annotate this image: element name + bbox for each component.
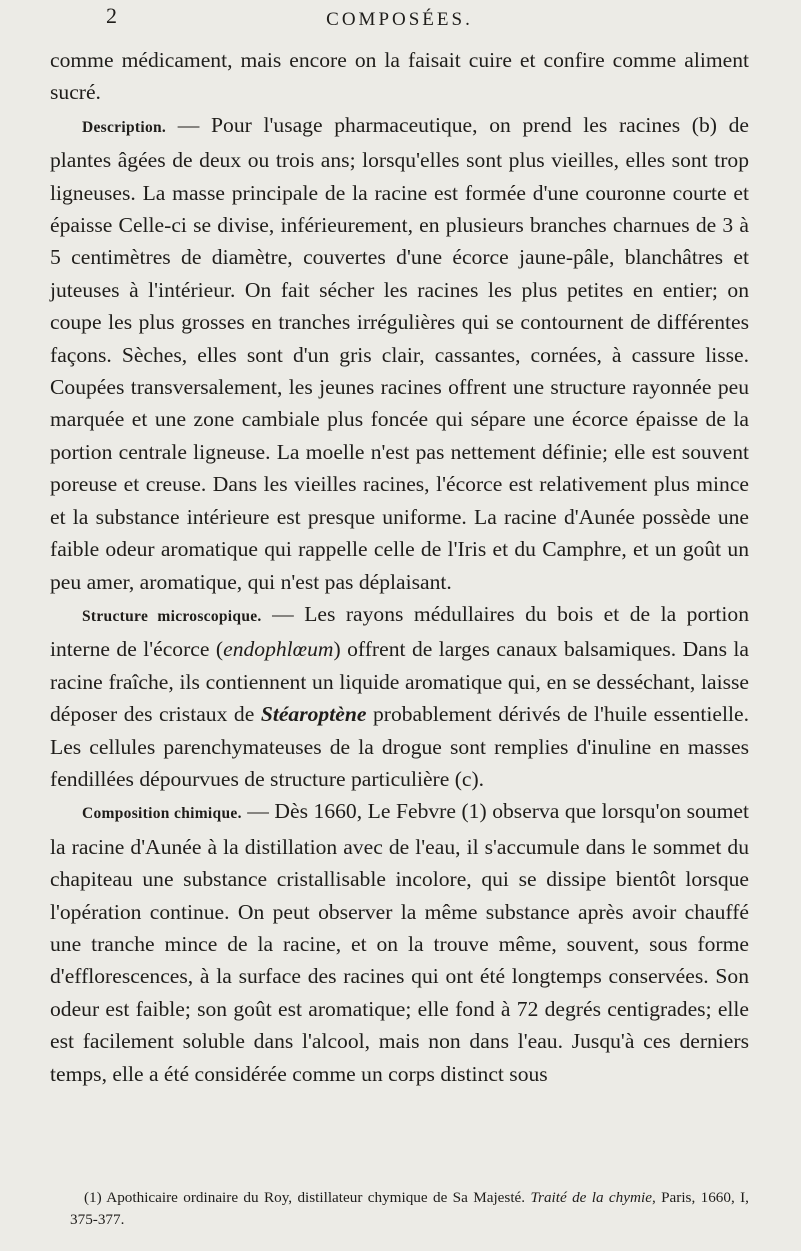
page-number: 2 [106, 3, 117, 28]
section-label-description: Description. [82, 118, 167, 136]
description-text: Pour l'usage pharmaceutique, on prend les racines (b) de plantes âgées de deux ou trois ans; lorsqu'elles sont plus vieilles, elles sont trop ligneuses. La masse principale de la racine est formée d'une couronne courte et épaisse Celle-ci se divise, inférieurement, en plusieurs branches charnues de 3 à 5 centimètres de diamètre, couvertes d'une écorce jaune-pâle, blanchâtres et juteuses à l'intérieur. On fait sécher les racines les plus petites en entier; on coupe les plus grosses en tranches irrégulières qui se contournent de différentes façons. Sèches, elles sont d'un gris clair, cassantes, cornées, à cassure lisse. Coupées transversalement, les jeunes racines offrent une structure rayonnée peu marquée et une zone cambiale plus foncée qui sépare une écorce épaisse de la portion centrale ligneuse. La moelle n'est pas nettement définie; elle est souvent poreuse et creuse. Dans les vieilles racines, l'écorce est relativement plus mince et la substance intérieure est presque uniforme. La racine d'Aunée possède une faible odeur aromatique qui rappelle celle de l'Iris et du Camphre, et un goût un peu amer, aromatique, qui n'est pas déplaisant. [50, 112, 750, 594]
structure-term-stearoptene: Stéaroptène [260, 702, 367, 727]
footnote-text-2: , Paris, 1660, I, 375-377. [70, 1189, 749, 1228]
separator: — [261, 601, 305, 626]
body-text [50, 44, 749, 1090]
structure-text-3: probablement dérivés de l'huile essentielle. Les cellules parenchymateuses de la drogue sont remplies d'inuline en masses fendillées dépourvues de structure particulière (c). [50, 702, 749, 791]
separator: — [241, 799, 275, 824]
section-label-composition: Composition chimique. [82, 805, 242, 823]
footnote-title: Traité de la chymie [530, 1189, 652, 1206]
composition-text: Dès 1660, Le Febvre (1) observa que lorsqu'on soumet la racine d'Aunée à la distillation avec de l'eau, il s'accumule dans le sommet du chapiteau une substance cristallisable incolore, qui se dissipe bientôt lorsque l'opération continue. On peut observer la même substance après avoir chauffé une tranche mince de la racine, et on la trouve même, souvent, sous forme d'efflorescences, à la surface des racines qui ont été longtemps conservées. Son odeur est faible; son goût est aromatique; elle fond à 72 degrés centigrades; elle est facilement soluble dans l'alcool, mais non dans l'eau. Jusqu'à ces derniers temps, elle a été considérée comme un corps distinct sous [50, 799, 749, 1086]
running-head: COMPOSÉES. [326, 9, 473, 30]
paragraph-continuation: comme médicament, mais encore on la faisait cuire et confire comme aliment sucré. [50, 48, 749, 105]
structure-term-endophloeum: endophlœum [223, 637, 334, 662]
footnote-text-1: (1) Apothicaire ordinaire du Roy, distillateur chymique de Sa Majesté. [84, 1189, 531, 1206]
paragraph-composition [50, 795, 749, 1090]
paragraph-structure [50, 598, 749, 795]
footnote [70, 1187, 749, 1231]
structure-text-1: Les rayons médullaires du bois et de la portion interne de l'écorce ( [50, 601, 750, 662]
separator: — [166, 112, 212, 137]
paragraph-description [50, 109, 749, 598]
section-label-structure: Structure microscopique. [82, 607, 262, 625]
structure-text-2: ) offrent de larges canaux balsamiques. Dans la racine fraîche, ils contiennent un liquide aromatique qui, en se desséchant, laisse déposer des cristaux de [50, 637, 750, 727]
page-header [50, 0, 749, 44]
